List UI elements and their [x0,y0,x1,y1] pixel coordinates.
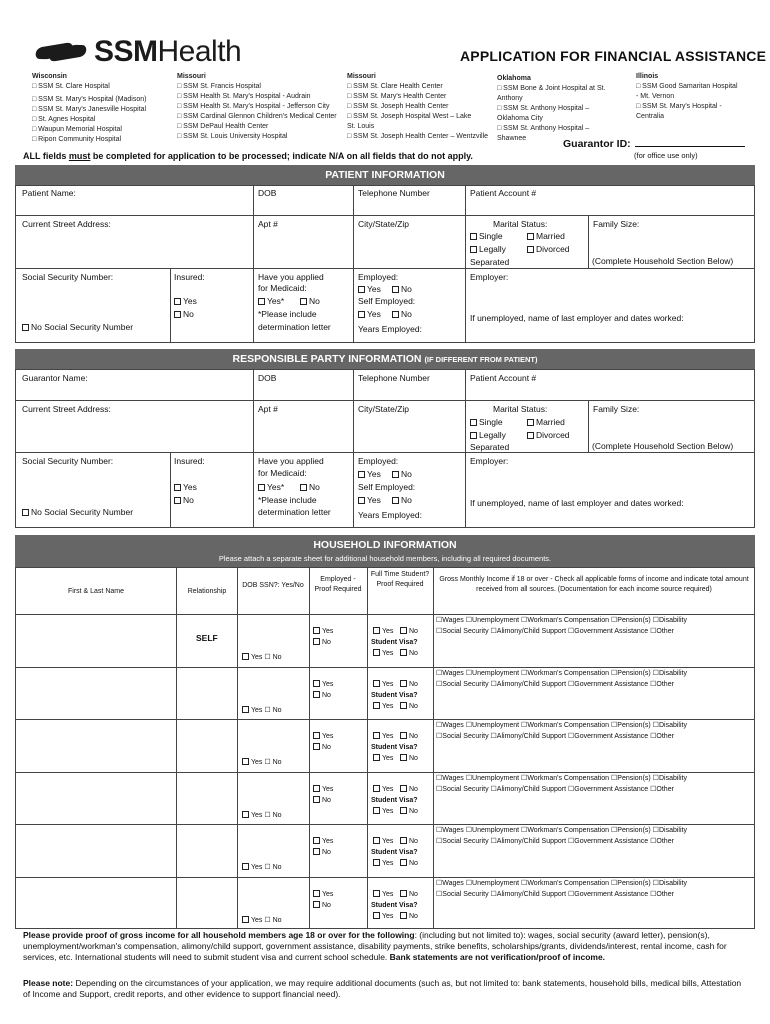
insured-no-checkbox[interactable]: No [174,309,194,320]
apt-label: Apt # [258,404,278,414]
ssm-logo-icon [32,37,90,67]
apt-label: Apt # [258,219,278,229]
student-yes-checkbox[interactable]: Yes [373,680,393,690]
all-fields-note: ALL fields must be completed for application to be processed; indicate N/A on all fields that do not apply. [23,151,473,161]
income-options-line-1[interactable]: ☐Wages ☐Unemployment ☐Workman's Compensation ☐Pension(s) ☐Disability [436,775,687,782]
hospital-item[interactable]: □ SSM Cardinal Glennon Children's Medical Center [177,113,337,120]
no-ssn-checkbox[interactable]: No Social Security Number [22,507,133,518]
visa-no-checkbox[interactable]: No [400,754,418,764]
legally-checkbox[interactable]: Legally [470,244,506,255]
ssn-yes-no-checkbox[interactable]: Yes ☐ No [242,863,282,873]
employed-yes-checkbox[interactable]: Yes [358,284,381,295]
account-label: Patient Account # [470,188,537,198]
medicaid-no-checkbox[interactable]: No [300,296,320,307]
hospital-item[interactable]: □ SSM St. Mary's Hospital (Madison) [32,96,147,103]
employer-label: Employer: [470,456,509,466]
employed-yes-checkbox[interactable]: Yes [313,785,333,795]
hospitals-missouri-2 [347,72,488,142]
student-no-checkbox[interactable]: No [400,785,418,795]
employed-yes-checkbox[interactable]: Yes [313,837,333,847]
hospital-item[interactable]: □ Ripon Community Hospital [32,136,122,143]
single-checkbox[interactable]: Single [470,231,503,242]
ssn-label: Social Security Number: [22,456,114,466]
complete-household-note: (Complete Household Section Below) [592,256,734,266]
hospital-item[interactable]: □ Waupun Memorial Hospital [32,126,122,133]
col-relationship-header: Relationship [187,588,227,595]
income-options-line-2[interactable]: ☐Social Security ☐Alimony/Child Support ☐Government Assistance ☐Other [436,786,674,793]
income-options-line-1[interactable]: ☐Wages ☐Unemployment ☐Workman's Compensation ☐Pension(s) ☐Disability [436,880,687,887]
employed-no-checkbox[interactable]: No [313,848,331,858]
please-include-note: *Please include [258,495,317,505]
visa-yes-checkbox[interactable]: Yes [373,649,393,659]
hospital-item[interactable]: □ SSM Good Samaritan Hospital [636,83,738,90]
state-label: Wisconsin [32,73,67,80]
street-label: Current Street Address: [22,219,111,229]
hospital-item[interactable]: □ SSM St. Mary's Hospital - [636,103,722,110]
table-row [15,719,755,772]
student-no-checkbox[interactable]: No [400,890,418,900]
insured-label: Insured: [174,456,205,466]
hospital-item: Oklahoma City [497,115,543,122]
insured-yes-checkbox[interactable]: Yes [174,296,197,307]
marital-label: Marital Status: [493,404,548,414]
hospital-item[interactable]: □ SSM Health St. Mary's Hospital - Audrain [177,93,311,100]
income-proof-note: Please provide proof of gross income for all household members age 18 or over for the following: (including but not limited to): wages, social security (award letter), pension(s), unemployment/workman's compensation, alimony/child support, government assistance, disability payments, strike benefits, scholarships/grants, dividends/interest, rental income, cash for services, etc. International students will need to submit student visa and current school schedule. Bank statements are not verification/proof of income. [23,930,727,962]
hospital-item: Centralia [636,113,665,120]
unemployed-note: If unemployed, name of last employer and dates worked: [470,313,684,323]
city-label: City/State/Zip [358,404,410,414]
employed-yes-checkbox[interactable]: Yes [313,732,333,742]
logo-text: SSMHealth [94,35,242,68]
visa-yes-checkbox[interactable]: Yes [373,754,393,764]
married-checkbox[interactable]: Married [527,231,565,242]
self-employed-yes-checkbox[interactable]: Yes [358,495,381,506]
divorced-checkbox[interactable]: Divorced [527,430,570,441]
student-visa-label: Student Visa? [371,744,418,751]
account-label: Patient Account # [470,373,537,383]
income-options-line-1[interactable]: ☐Wages ☐Unemployment ☐Workman's Compensation ☐Pension(s) ☐Disability [436,827,687,834]
phone-label: Telephone Number [358,373,430,383]
please-include-note: *Please include [258,309,317,319]
marital-label: Marital Status: [493,219,548,229]
employed-yes-checkbox[interactable]: Yes [313,890,333,900]
hospital-item[interactable]: □ SSM St. Clare Hospital [32,83,110,90]
hospital-item[interactable]: □ SSM St. Anthony Hospital – [497,125,590,132]
state-label: Illinois [636,73,659,80]
ssn-label: Social Security Number: [22,272,114,282]
employed-label: Employed: [358,272,399,282]
hospital-item[interactable]: □ SSM Health St. Mary's Hospital - Jefferson City [177,103,330,110]
hospitals-illinois [636,72,738,122]
guarantor-id-field[interactable] [635,136,745,147]
self-employed-label: Self Employed: [358,482,416,492]
hospital-item[interactable]: □ SSM St. Joseph Hospital West – Lake [347,113,472,120]
state-label: Missouri [177,73,206,80]
visa-no-checkbox[interactable]: No [400,807,418,817]
employed-no-checkbox[interactable]: No [392,469,412,480]
student-yes-checkbox[interactable]: Yes [373,890,393,900]
years-employed-label: Years Employed: [358,324,422,334]
medicaid-yes-checkbox[interactable]: Yes* [258,296,284,307]
hospital-item: St. Louis [347,123,375,130]
medicaid-label-2: for Medicaid: [258,283,307,293]
dob-label: DOB [258,373,277,383]
complete-household-note: (Complete Household Section Below) [592,441,734,451]
employed-no-checkbox[interactable]: No [313,638,331,648]
hospital-item[interactable]: □ SSM St. Mary's Janesville Hospital [32,106,147,113]
visa-no-checkbox[interactable]: No [400,912,418,922]
col-name-header: First & Last Name [67,588,124,595]
street-label: Current Street Address: [22,404,111,414]
student-visa-label: Student Visa? [371,849,418,856]
medicaid-label-2: for Medicaid: [258,468,307,478]
visa-yes-checkbox[interactable]: Yes [373,912,393,922]
household-section-header [15,535,755,567]
hospital-item[interactable]: □ St. Agnes Hospital [32,116,96,123]
hospital-item: Shawnee [497,135,527,142]
col-employed-header: Employed - Proof Required [314,576,362,593]
household-subtitle: Please attach a separate sheet for additional household members, including all required documents. [218,554,552,563]
hospitals-missouri-1 [177,72,337,142]
employed-no-checkbox[interactable]: No [313,796,331,806]
income-options-line-1[interactable]: ☐Wages ☐Unemployment ☐Workman's Compensation ☐Pension(s) ☐Disability [436,722,687,729]
hospital-item[interactable]: □ SSM St. Anthony Hospital – [497,105,590,112]
dob-label: DOB [258,188,277,198]
table-row [15,877,755,930]
hospital-item[interactable]: □ SSM DePaul Health Center [177,123,269,130]
guarantor-id: Guarantor ID: [563,136,745,150]
student-yes-checkbox[interactable]: Yes [373,785,393,795]
income-options-line-2[interactable]: ☐Social Security ☐Alimony/Child Support ☐Government Assistance ☐Other [436,733,674,740]
determination-letter-note: determination letter [258,322,331,332]
insured-label: Insured: [174,272,205,282]
hospital-item[interactable]: □ SSM St. Joseph Health Center [347,103,449,110]
student-visa-label: Student Visa? [371,797,418,804]
married-checkbox[interactable]: Married [527,417,565,428]
hospital-item: Anthony [497,95,523,102]
self-employed-no-checkbox[interactable]: No [392,495,412,506]
responsible-section-header: RESPONSIBLE PARTY INFORMATION (IF DIFFERENT FROM PATIENT) [15,349,755,369]
table-row [15,614,755,667]
no-ssn-checkbox[interactable]: No Social Security Number [22,322,133,333]
guarantor-name-label: Guarantor Name: [22,373,88,383]
student-yes-checkbox[interactable]: Yes [373,627,393,637]
separated-label: Separated [470,442,510,452]
employed-no-checkbox[interactable]: No [313,901,331,911]
income-options-line-2[interactable]: ☐Social Security ☐Alimony/Child Support ☐Government Assistance ☐Other [436,891,674,898]
office-use-note: (for office use only) [634,151,698,160]
visa-no-checkbox[interactable]: No [400,859,418,869]
table-row [15,772,755,825]
determination-letter-note: determination letter [258,507,331,517]
years-employed-label: Years Employed: [358,510,422,520]
ssn-yes-no-checkbox[interactable]: Yes ☐ No [242,706,282,716]
employed-label: Employed: [358,456,399,466]
please-note: Please note: Depending on the circumstances of your application, we may require additional documents (such as, but not limited to: bank statements, household bills, medical bills, Attestation of Income and Support, credit reports, and other evidence to support financial need). [23,978,742,999]
divorced-checkbox[interactable]: Divorced [527,244,570,255]
employed-yes-checkbox[interactable]: Yes [313,627,333,637]
student-visa-label: Student Visa? [371,639,418,646]
state-label: Missouri [347,73,376,80]
student-visa-label: Student Visa? [371,692,418,699]
self-employed-label: Self Employed: [358,296,416,306]
self-label: SELF [196,633,218,643]
patient-name-label: Patient Name: [22,188,76,198]
patient-section-header: PATIENT INFORMATION [15,165,755,185]
visa-yes-checkbox[interactable]: Yes [373,702,393,712]
hospitals-wisconsin [32,72,146,145]
income-options-line-1[interactable]: ☐Wages ☐Unemployment ☐Workman's Compensation ☐Pension(s) ☐Disability [436,670,687,677]
employer-label: Employer: [470,272,509,282]
ssn-yes-no-checkbox[interactable]: Yes ☐ No [242,653,282,663]
insured-no-checkbox[interactable]: No [174,495,194,506]
student-no-checkbox[interactable]: No [400,680,418,690]
table-row [15,667,755,720]
col-income-header: Gross Monthly Income if 18 or over - Check all applicable forms of income and indicate total amount received from all sources. (Documentation for each income source required) [439,576,749,593]
income-options-line-2[interactable]: ☐Social Security ☐Alimony/Child Support ☐Government Assistance ☐Other [436,681,674,688]
phone-label: Telephone Number [358,188,430,198]
income-options-line-1[interactable]: ☐Wages ☐Unemployment ☐Workman's Compensation ☐Pension(s) ☐Disability [436,617,687,624]
student-no-checkbox[interactable]: No [400,837,418,847]
hospital-item[interactable]: □ SSM St. Francis Hospital [177,83,261,90]
insured-yes-checkbox[interactable]: Yes [174,482,197,493]
student-no-checkbox[interactable]: No [400,627,418,637]
city-label: City/State/Zip [358,219,410,229]
employed-yes-checkbox[interactable]: Yes [313,680,333,690]
state-label: Oklahoma [497,75,531,82]
self-employed-no-checkbox[interactable]: No [392,309,412,320]
student-visa-label: Student Visa? [371,902,418,909]
income-options-line-2[interactable]: ☐Social Security ☐Alimony/Child Support ☐Government Assistance ☐Other [436,838,674,845]
single-checkbox[interactable]: Single [470,417,503,428]
self-employed-yes-checkbox[interactable]: Yes [358,309,381,320]
visa-no-checkbox[interactable]: No [400,702,418,712]
student-yes-checkbox[interactable]: Yes [373,732,393,742]
col-fulltime-header: Full Time Student? Proof Required [370,571,430,588]
legally-checkbox[interactable]: Legally [470,430,506,441]
employed-no-checkbox[interactable]: No [313,691,331,701]
hospital-item[interactable]: □ SSM Bone & Joint Hospital at St. [497,85,606,92]
hospital-item[interactable]: □ SSM St. Joseph Health Center – Wentzville [347,133,489,140]
unemployed-note: If unemployed, name of last employer and dates worked: [470,498,684,508]
medicaid-no-checkbox[interactable]: No [300,482,320,493]
table-row [15,824,755,877]
employed-no-checkbox[interactable]: No [392,284,412,295]
family-size-label: Family Size: [593,219,640,229]
student-yes-checkbox[interactable]: Yes [373,837,393,847]
income-options-line-2[interactable]: ☐Social Security ☐Alimony/Child Support ☐Government Assistance ☐Other [436,628,674,635]
employed-no-checkbox[interactable]: No [313,743,331,753]
ssn-yes-no-checkbox[interactable]: Yes ☐ No [242,811,282,821]
ssm-health-logo [32,36,241,68]
col-dob-header: DOB SSN?: Yes/No [242,582,304,589]
hospital-item[interactable]: □ SSM St. Clare Health Center [347,83,443,90]
family-size-label: Family Size: [593,404,640,414]
household-title: HOUSEHOLD INFORMATION [313,539,457,551]
medicaid-label: Have you applied [258,272,324,282]
student-no-checkbox[interactable]: No [400,732,418,742]
ssn-yes-no-checkbox[interactable]: Yes ☐ No [242,758,282,768]
visa-no-checkbox[interactable]: No [400,649,418,659]
hospital-item[interactable]: □ SSM St. Mary's Health Center [347,93,447,100]
medicaid-yes-checkbox[interactable]: Yes* [258,482,284,493]
medicaid-label: Have you applied [258,456,324,466]
visa-yes-checkbox[interactable]: Yes [373,807,393,817]
hospital-item[interactable]: □ SSM St. Louis University Hospital [177,133,288,140]
page-title: APPLICATION FOR FINANCIAL ASSISTANCE [460,48,767,64]
visa-yes-checkbox[interactable]: Yes [373,859,393,869]
hospitals-oklahoma [497,74,606,144]
ssn-yes-no-checkbox[interactable]: Yes ☐ No [242,916,282,926]
separated-label: Separated [470,257,510,267]
employed-yes-checkbox[interactable]: Yes [358,469,381,480]
hospital-item: - Mt. Vernon [636,93,675,100]
